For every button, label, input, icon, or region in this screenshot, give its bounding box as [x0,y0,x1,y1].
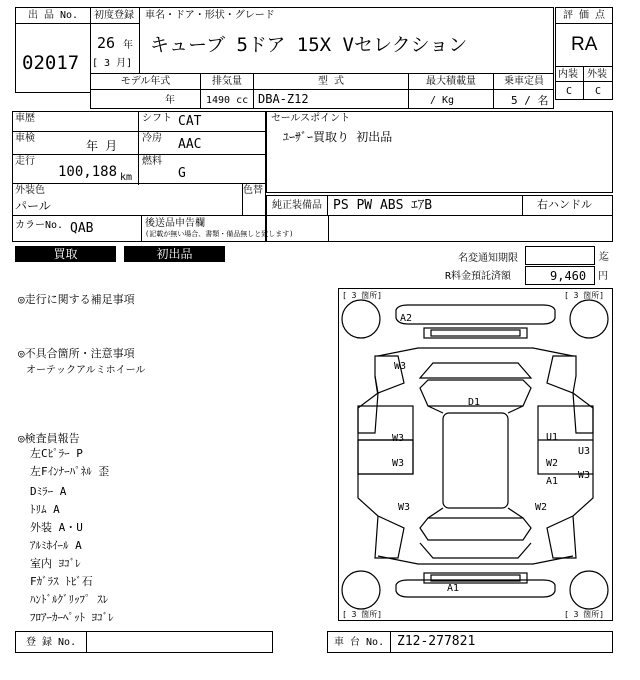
ext-color-label: 外装色 [15,185,45,196]
recycle-unit: 円 [598,271,608,282]
name-change-unit: 迄 [599,252,609,263]
mileage-unit: km [120,172,133,183]
mark-rear-right: W2 [535,502,548,513]
rear-window [420,518,531,540]
mark-hood-front: W3 [394,361,407,372]
max-load-value: / Kg [430,95,455,106]
mark-front-bumper: A2 [400,313,413,324]
exterior-label: 外装 [587,69,607,80]
displacement-label: 排気量 [212,76,242,87]
first-reg-year: 26 [97,34,116,52]
mark-left-front-door: W3 [392,433,405,444]
color-no-label: カラーNo. [15,220,64,231]
model-year-unit: 年 [165,95,175,106]
left-body-rear [358,474,404,558]
inspector-item: ﾊﾝﾄﾞﾙｸﾞﾘｯﾌﾟ ｽﾚ [30,593,109,606]
history-row [12,111,266,132]
inspection-row [12,131,266,155]
mark-right-rear-door-2: A1 [546,476,559,487]
color-change-label: 色替 [243,185,263,196]
handle-value: 右ハンドル [537,198,592,211]
empty-row-box [266,215,613,242]
right-body-front [547,356,576,393]
recycle-value: 9,460 [550,269,587,283]
front-bumper [396,305,555,324]
name-change-label: 名変通知期限 [458,253,518,264]
inspector-title: ◎検査員報告 [18,432,80,445]
fuel-label: 燃料 [142,156,162,167]
inspector-item: ﾄﾘﾑ A [30,503,60,516]
first-reg-year-unit: 年 [123,40,133,51]
roof [443,413,508,508]
empty-row-divider [328,215,329,242]
grade-divider [583,66,584,100]
ac-label: 冷房 [142,133,162,144]
mark-left-rear-door: W3 [392,458,405,469]
inspector-item: 外装 A・U [30,521,83,534]
mark-right-side: U3 [578,446,591,457]
vehicle-label: 車名・ドア・形状・グレード [145,10,275,21]
color-no-value: QAB [70,221,94,236]
reg-label: 登 録 No. [26,637,77,648]
details-divider [138,111,139,185]
mileage-row [12,154,266,184]
displacement-value: 1490 cc [206,95,249,106]
corner-tr: [ 3 箇所] [564,291,605,300]
lot-number: 02017 [22,52,80,74]
max-load-label: 最大積載量 [426,76,476,87]
inspector-item: ｱﾙﾐﾎｲｰﾙ A [30,539,82,552]
wheel-front-right [570,300,608,338]
tag-first-listing: 初出品 [124,246,225,262]
mark-rear-bumper: A1 [447,583,460,594]
inspector-item: Dﾐﾗｰ A [30,485,67,498]
hood-line [378,348,573,356]
chassis-label: 車 台 No. [334,637,385,648]
lot-label: 出 品 No. [27,10,79,21]
mark-rear-left: W3 [398,502,411,513]
type-label: 型 式 [317,76,345,87]
equipment-value: PS PW ABS ｴｱB [333,198,433,213]
inspector-item: 左Fｲﾝﾅｰﾊﾟﾈﾙ 歪 [30,465,110,478]
first-reg-month: [ 3 月] [92,58,133,69]
first-reg-label: 初度登録 [94,10,134,21]
inspection-label: 車検 [15,133,35,144]
corner-bl: [ 3 箇所] [342,610,383,619]
vehicle-name: キューブ 5ドア 15X Vセレクション [150,34,468,56]
mileage-value: 100,188 [58,164,118,180]
score-label: 評 価 点 [562,10,606,21]
wheel-rear-left [342,571,380,609]
right-fender [573,393,593,433]
inspector-item: 左Cﾋﾟﾗｰ P [30,447,83,460]
sales-point-label: セールスポイント [271,113,351,124]
type-value: DBA-Z12 [258,92,309,106]
chassis-value: Z12-277821 [397,634,476,649]
left-rear-door [358,440,413,474]
shift-label: シフト [142,113,172,124]
wheel-rear-right [570,571,608,609]
driving-title: ◎走行に関する補足事項 [18,293,135,306]
history-label: 車歴 [15,113,35,124]
mileage-label: 走行 [15,156,35,167]
mark-roof: D1 [468,397,481,408]
interior-grade: C [566,86,573,97]
inspector-item: ﾌﾛｱｰｶｰﾍﾟｯﾄ ﾖｺﾞﾚ [30,611,114,624]
name-change-box [525,246,595,265]
car-damage-diagram [338,288,613,621]
defects-title: ◎不具合箇所・注意事項 [18,347,135,360]
ac-value: AAC [178,137,202,152]
capacity-label: 乗車定員 [504,76,544,87]
trunk [420,543,531,558]
mark-right-front-door: U1 [546,432,559,443]
after-report-label: 後送品申告欄 [145,218,205,229]
mark-right-rear-door-1: W2 [546,458,559,469]
inspector-item: 室内 ﾖｺﾞﾚ [30,557,81,570]
tag-buyback: 買取 [15,246,116,262]
fuel-value: G [178,166,186,181]
interior-label: 内装 [558,69,578,80]
inspection-value: 年 月 [86,139,118,153]
after-report-note: (記載が無い場合、書類・備品無しと致します) [145,230,294,238]
exterior-grade: C [595,86,602,97]
model-year-label: モデル年式 [120,76,171,87]
equipment-label: 純正装備品 [272,200,322,211]
defect-item: オーテックアルミホイール [26,365,146,376]
ext-color-value: パール [15,199,51,213]
mark-right-side-2: W3 [578,470,591,481]
wheel-front-left [342,300,380,338]
corner-br: [ 3 箇所] [564,610,605,619]
recycle-label: R料金預託済額 [445,271,512,282]
shift-value: CAT [178,114,202,129]
corner-tl: [ 3 箇所] [342,291,383,300]
score-value: RA [571,34,598,55]
left-fender [358,393,378,433]
hood [420,363,531,378]
sales-point-value: ﾕｰｻﾞｰ買取り 初出品 [283,130,393,144]
capacity-value: 5 / 名 [511,94,549,107]
inspector-item: Fｶﾞﾗｽ ﾄﾋﾞ石 [30,575,93,588]
